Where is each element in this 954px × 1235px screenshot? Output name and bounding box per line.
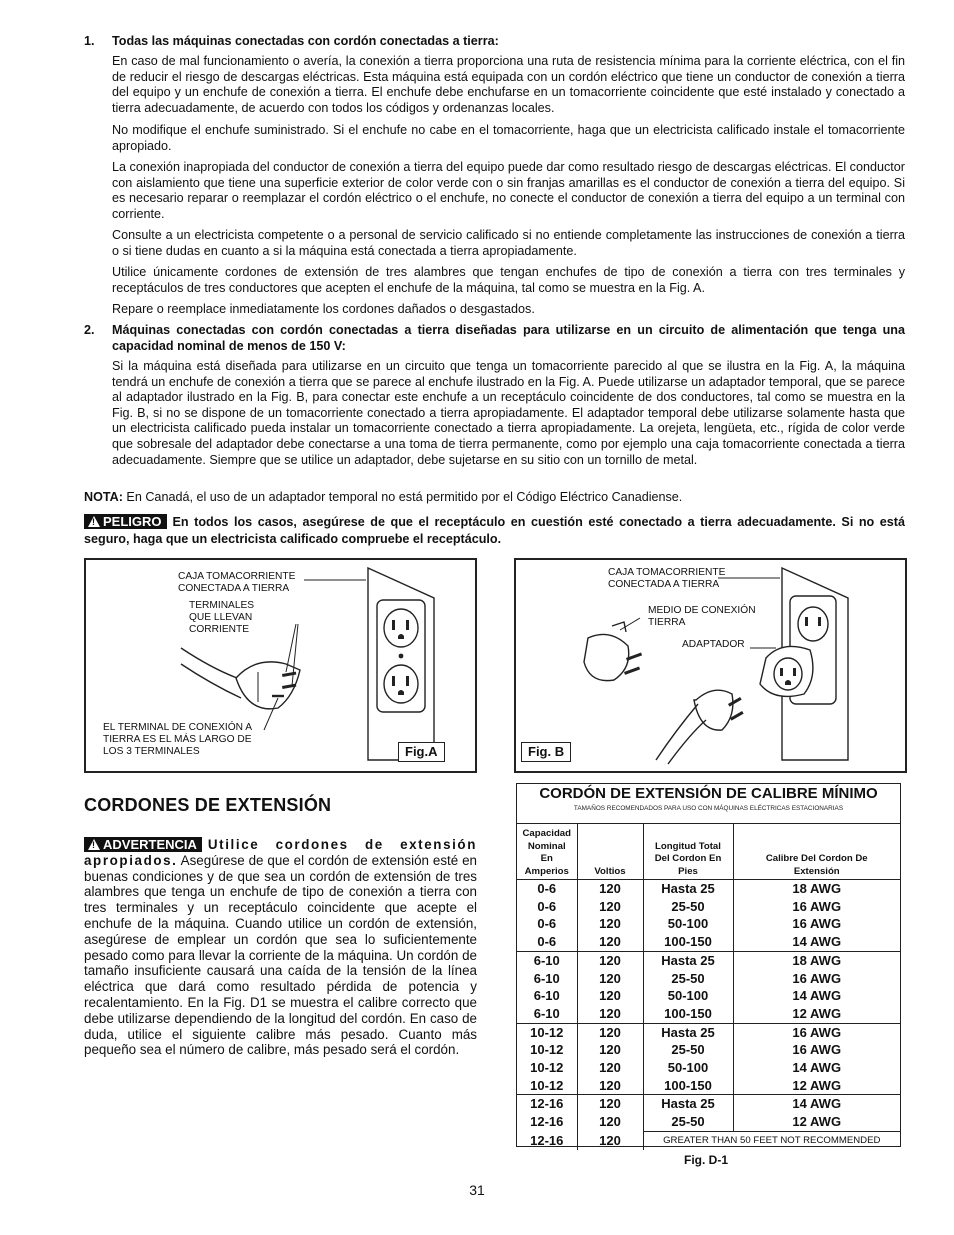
table-row: 12-16 120 Hasta 25 14 AWG bbox=[517, 1095, 900, 1113]
nota-label: NOTA: bbox=[84, 490, 123, 504]
table-title: CORDÓN DE EXTENSIÓN DE CALIBRE MÍNIMO bbox=[539, 785, 878, 802]
extension-cord-warning bbox=[84, 837, 477, 1058]
table-row: 0-6 120 50-100 16 AWG bbox=[517, 915, 900, 933]
label-outlet-box: CAJA TOMACORRIENTE CONECTADA A TIERRA bbox=[178, 571, 296, 594]
gauge-table bbox=[517, 823, 900, 1150]
figure-a bbox=[84, 558, 477, 773]
figure-b-tag: Fig. B bbox=[521, 742, 571, 762]
warning-icon bbox=[88, 516, 100, 527]
section-1-paragraph: Utilice únicamente cordones de extensión de tres alambres que tengan enchufes de tipo de conexión a tierra con tres terminales y receptáculos de tres conductores que acepten el enchufe de la máquina, tal como se muestra en la Fig. A. bbox=[112, 265, 905, 295]
table-caption: Fig. D-1 bbox=[684, 1153, 728, 1167]
warning-body: Asegúrese de que el cordón de extensión esté en buenas condiciones y de que sea un cordón de extensión de tres alambres que tenga un enchufe de tipo de conexión a tierra con tres terminales y un receptáculo coincidente que acepte el enchufe de la máquina. Cuando utilice un cordón de extensión, asegúrese de emplear un cordón que sea lo suficientemente pesado como para llevar la corriente de la máquina. Un cordón de tamaño insuficiente causará una caída de la tensión de la línea eléctrica que dará como resultado pérdida de potencia y recalentamiento. En la Fig. D1 se muestra el calibre correcto que debe utilizarse dependiendo de la longitud del cordón. En caso de duda, utilice el siguiente calibre más pesado. Cuanto más pequeño sea el número de calibre, más pesado será el cordón. bbox=[84, 852, 477, 1058]
section-2 bbox=[84, 323, 905, 354]
section-1-paragraph: Repare o reemplace inmediatamente los cordones dañados o desgastados. bbox=[112, 302, 535, 316]
figure-b bbox=[514, 558, 907, 773]
table-row: 12-16 120 25-50 12 AWG bbox=[517, 1113, 900, 1131]
section-2-heading: Máquinas conectadas con cordón conectadas a tierra diseñadas para utilizarse en un circuito de alimentación que tenga una capacidad nominal de menos de 150 V: bbox=[112, 323, 905, 353]
extension-cord-table bbox=[516, 783, 901, 1147]
table-subtitle: TAMAÑOS RECOMENDADOS PARA USO CON MÁQUINAS ELÉCTRICAS ESTACIONARIAS bbox=[573, 805, 844, 812]
section-1-paragraph: Consulte a un electricista competente o a personal de servicio calificado si no entiende completamente las instrucciones de conexión a tierra o si tiene dudas en cuanto a si la máquina está conectada a tierra apropiadamente. bbox=[112, 228, 905, 258]
not-recommended-note: GREATER THAN 50 FEET NOT RECOMMENDED bbox=[643, 1131, 900, 1149]
header-length: Longitud Total Del Cordon En Pies bbox=[643, 824, 733, 880]
table-row: 10-12 120 25-50 16 AWG bbox=[517, 1041, 900, 1059]
table-row: 6-10 120 100-150 12 AWG bbox=[517, 1005, 900, 1023]
section-1-paragraph: En caso de mal funcionamiento o avería, la conexión a tierra proporciona una ruta de resistencia mínima para la corriente eléctrica, con el fin de reducir el riesgo de descargas eléctricas. Esta máquina está equipada con un cordón eléctrico que tiene un conductor de conexión a tierra del equipo y un enchufe de conexión a tierra. El enchufe debe enchufarse en un tomacorriente coincidente que esté instalado y conectado a tierra adecuadamente, de acuerdo con todos los códigos y ordenanzas locales. bbox=[112, 54, 905, 115]
table-row: 6-10 120 Hasta 25 18 AWG bbox=[517, 951, 900, 969]
figure-a-tag: Fig.A bbox=[398, 742, 445, 762]
warning-icon bbox=[88, 839, 100, 850]
table-row: 0-6 120 25-50 16 AWG bbox=[517, 898, 900, 916]
table-row: 0-6 120 100-150 14 AWG bbox=[517, 933, 900, 951]
danger-text: En todos los casos, asegúrese de que el receptáculo en cuestión esté conectado a tierra adecuadamente. Si no está seguro, haga que un electricista calificado compruebe el receptáculo. bbox=[84, 515, 905, 546]
section-1-number: 1. bbox=[84, 34, 95, 48]
warning-lead: Utilice cordones de extensión apropiados. bbox=[84, 837, 477, 868]
table-row: 6-10 120 25-50 16 AWG bbox=[517, 970, 900, 988]
nota bbox=[84, 490, 905, 506]
section-1-paragraph: No modifique el enchufe suministrado. Si el enchufe no cabe en el tomacorriente, haga que un electricista calificado instale el tomacorriente apropiado. bbox=[112, 123, 905, 153]
section-2-number: 2. bbox=[84, 323, 95, 337]
page-number: 31 bbox=[469, 1182, 485, 1198]
label-adapter: ADAPTADOR bbox=[682, 639, 745, 650]
header-volts: Voltios bbox=[577, 824, 643, 880]
table-row: 10-12 120 50-100 14 AWG bbox=[517, 1059, 900, 1077]
label-ground-means: MEDIO DE CONEXIÓN TIERRA bbox=[648, 605, 756, 628]
section-title: CORDONES DE EXTENSIÓN bbox=[84, 795, 332, 815]
label-live-terminals: TERMINALES QUE LLEVAN CORRIENTE bbox=[189, 600, 255, 635]
label-outlet-box: CAJA TOMACORRIENTE CONECTADA A TIERRA bbox=[608, 567, 726, 590]
header-amps: Capacidad Nominal En Amperios bbox=[517, 824, 577, 880]
danger-badge: !PELIGRO bbox=[84, 514, 167, 529]
header-gauge: Calibre Del Cordon De Extensión bbox=[733, 824, 900, 880]
table-row: 0-6 120 Hasta 25 18 AWG bbox=[517, 880, 900, 898]
table-row: 6-10 120 50-100 14 AWG bbox=[517, 987, 900, 1005]
section-2-paragraph: Si la máquina está diseñada para utilizarse en un circuito que tenga un tomacorriente parecido al que se ilustra en la Fig. A, la máquina tendrá un enchufe de conexión a tierra que se parece al enchufe ilustrado en la Fig. A. Puede utilizarse un adaptador temporal, que se parece al adaptador ilustrado en la Fig. B, para conectar este enchufe a un receptáculo coincidente de dos conductores, tal como se muestra en la Fig. B, si no se dispone de un tomacorriente conectado a tierra apropiadamente. El adaptador temporal debe utilizarse solamente hasta que un electricista calificado pueda instalar un tomacorriente conectado a tierra apropiadamente. La orejeta, lengüeta, etc., rígida de color verde que sobresale del adaptador debe conectarse a una toma de tierra permanente, como por ejemplo una caja tomacorriente conectada a tierra adecuadamente. Siempre que se utilice un adaptador, debe sujetarse en su sitio con un tornillo de metal. bbox=[112, 359, 905, 467]
section-1-paragraph: La conexión inapropiada del conductor de conexión a tierra del equipo puede dar como resultado riesgo de descargas eléctricas. El conductor con aislamiento que tiene una superficie exterior de color verde con o sin franjas amarillas es el conductor de conexión a tierra del equipo. Si es necesario reparar o reemplazar el cordón eléctrico o el enchufe, no conecte el conductor de conexión a tierra del equipo a un terminal con corriente. bbox=[112, 160, 905, 221]
table-row: 12-16 120 GREATER THAN 50 FEET NOT RECOMMENDED bbox=[517, 1131, 900, 1149]
danger-notice bbox=[84, 514, 905, 548]
label-ground-terminal: EL TERMINAL DE CONEXIÓN A TIERRA ES EL MÁS LARGO DE LOS 3 TERMINALES bbox=[103, 722, 253, 757]
adapter-illustration bbox=[516, 560, 905, 771]
warning-badge: !ADVERTENCIA bbox=[84, 837, 202, 852]
section-1-heading: Todas las máquinas conectadas con cordón conectadas a tierra: bbox=[112, 34, 499, 48]
table-row: 10-12 120 100-150 12 AWG bbox=[517, 1077, 900, 1095]
nota-text: En Canadá, el uso de un adaptador temporal no está permitido por el Código Eléctrico Canadiense. bbox=[122, 490, 683, 504]
table-row: 10-12 120 Hasta 25 16 AWG bbox=[517, 1023, 900, 1041]
section-1 bbox=[84, 34, 905, 50]
